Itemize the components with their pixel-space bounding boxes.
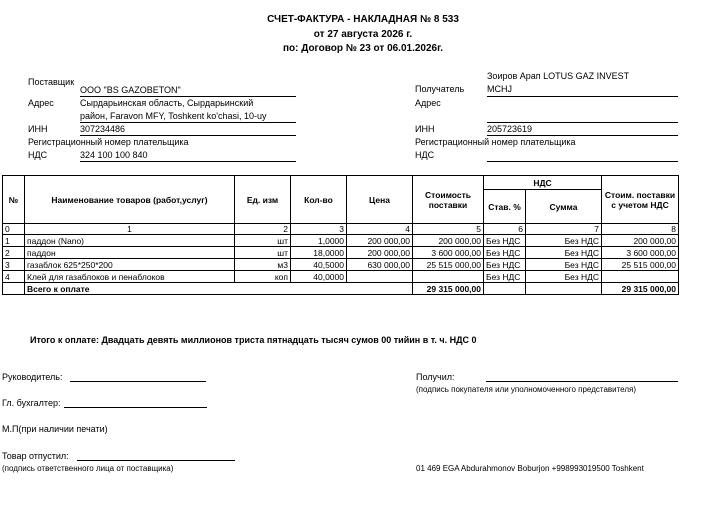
row-qty: 1,0000 [291, 235, 347, 247]
row-qty: 18,0000 [291, 247, 347, 259]
row-qty: 40,5000 [291, 259, 347, 271]
released-label: Товар отпустил: [2, 451, 69, 461]
col-number: 1 [25, 224, 235, 235]
row-vat-rate: Без НДС [484, 235, 526, 247]
recipient-inn-label: ИНН [415, 124, 435, 134]
col-number: 0 [3, 224, 25, 235]
row-vat-sum: Без НДС [526, 259, 602, 271]
supplier-address-line2: район, Faravon MFY, Toshkent ko'chasi, 10-uy [80, 111, 267, 121]
invoice-table [2, 175, 679, 295]
accountant-label: Гл. бухгалтер: [2, 398, 61, 408]
table-row [3, 247, 679, 259]
row-unit: коп [235, 271, 291, 283]
row-cost: 25 515 000,00 [413, 259, 484, 271]
released-signature-line [77, 460, 235, 461]
row-num: 3 [3, 259, 25, 271]
row-name: Клей для газаблоков и пенаблоков [25, 271, 235, 283]
row-vat-rate: Без НДС [484, 247, 526, 259]
supplier-nds-label: НДС [28, 150, 48, 160]
contact-info: 01 469 EGA Abdurahmonov Boburjon +998993019500 Toshkent [416, 464, 644, 473]
table-row [3, 259, 679, 271]
received-label: Получил: [416, 372, 455, 382]
document-title: СЧЕТ-ФАКТУРА - НАКЛАДНАЯ № 8 533 [267, 14, 459, 25]
recipient-label: Получатель [415, 84, 465, 94]
table-row [3, 235, 679, 247]
total-label: Всего к оплате [25, 283, 413, 295]
supplier-address-label: Адрес [28, 98, 54, 108]
row-name: газаблок 625*250*200 [25, 259, 235, 271]
header-price: Цена [347, 176, 413, 224]
row-total: 200 000,00 [602, 235, 679, 247]
row-price: 200 000,00 [347, 235, 413, 247]
row-vat-sum: Без НДС [526, 271, 602, 283]
row-name: паддон (Nano) [25, 235, 235, 247]
table-row [3, 271, 679, 283]
header-vat-sum: Сумма [526, 190, 602, 224]
row-price: 200 000,00 [347, 247, 413, 259]
supplier-nds-underline [80, 161, 296, 162]
supplier-name: ООО "BS GAZOBETON" [80, 85, 181, 95]
supplier-reg-label: Регистрационный номер плательщика [28, 137, 189, 147]
director-label: Руководитель: [2, 372, 63, 382]
col-number: 3 [291, 224, 347, 235]
recipient-inn-underline [487, 135, 678, 136]
row-total: 3 600 000,00 [602, 247, 679, 259]
header-vat-rate: Став. % [484, 190, 526, 224]
supplier-inn-label: ИНН [28, 124, 48, 134]
row-unit: шт [235, 235, 291, 247]
row-vat-sum: Без НДС [526, 235, 602, 247]
director-signature-line [70, 381, 206, 382]
row-price: 630 000,00 [347, 259, 413, 271]
row-unit: шт [235, 247, 291, 259]
header-total: Стоим. поставки с учетом НДС [602, 176, 679, 224]
recipient-name-line1: Зоиров Арап LOTUS GAZ INVEST [487, 71, 630, 81]
supplier-address-line1: Сырдарьинская область, Сырдарьинский [80, 98, 254, 108]
released-note: (подпись ответственного лица от поставщика) [2, 464, 174, 473]
header-unit: Ед. изм [235, 176, 291, 224]
header-cost: Стоимость поставки [413, 176, 484, 224]
recipient-address-underline [487, 122, 678, 123]
supplier-inn: 307234486 [80, 124, 126, 134]
contract-reference: по: Договор № 23 от 06.01.2026г. [282, 43, 444, 54]
recipient-nds-label: НДС [415, 150, 435, 160]
col-number: 5 [413, 224, 484, 235]
total-with-vat: 29 315 000,00 [602, 283, 679, 295]
received-signature-line [486, 381, 678, 382]
row-total: 25 515 000,00 [602, 259, 679, 271]
row-qty: 40,0000 [291, 271, 347, 283]
accountant-signature-line [64, 407, 207, 408]
recipient-address-label: Адрес [415, 98, 441, 108]
total-cost: 29 315 000,00 [413, 283, 484, 295]
row-num: 2 [3, 247, 25, 259]
col-number: 8 [602, 224, 679, 235]
col-number: 6 [484, 224, 526, 235]
header-qty: Кол-во [291, 176, 347, 224]
row-vat-sum: Без НДС [526, 247, 602, 259]
stamp-label: М.П(при наличии печати) [2, 424, 108, 434]
supplier-name-underline [80, 96, 296, 97]
received-note: (подпись покупателя или уполномоченного представителя) [416, 385, 637, 394]
row-num: 4 [3, 271, 25, 283]
recipient-inn: 205723619 [487, 124, 533, 134]
recipient-name-line2: MCHJ [487, 84, 512, 94]
recipient-name-underline [487, 96, 678, 97]
row-unit: м3 [235, 259, 291, 271]
supplier-nds: 324 100 100 840 [80, 150, 148, 160]
row-cost [413, 271, 484, 283]
row-price [347, 271, 413, 283]
recipient-nds-underline [487, 161, 678, 162]
row-cost: 200 000,00 [413, 235, 484, 247]
row-total [602, 271, 679, 283]
supplier-address-underline [80, 122, 296, 123]
header-name: Наименование товаров (работ,услуг) [25, 176, 235, 224]
row-cost: 3 600 000,00 [413, 247, 484, 259]
header-num: № [3, 176, 25, 224]
amount-in-words: Итого к оплате: Двадцать девять миллионов триста пятнадцать тысяч сумов 00 тийин в т. ч. НДС 0 [30, 335, 477, 345]
recipient-reg-label: Регистрационный номер плательщика [415, 137, 576, 147]
supplier-label: Поставщик [28, 77, 75, 87]
row-vat-rate: Без НДС [484, 259, 526, 271]
row-vat-rate: Без НДС [484, 271, 526, 283]
column-number-row [3, 224, 679, 235]
col-number: 4 [347, 224, 413, 235]
total-row [3, 283, 679, 295]
row-num: 1 [3, 235, 25, 247]
supplier-inn-underline [80, 135, 296, 136]
row-name: паддон [25, 247, 235, 259]
col-number: 7 [526, 224, 602, 235]
col-number: 2 [235, 224, 291, 235]
document-date: от 27 августа 2026 г. [313, 29, 413, 40]
header-vat: НДС [484, 176, 602, 190]
